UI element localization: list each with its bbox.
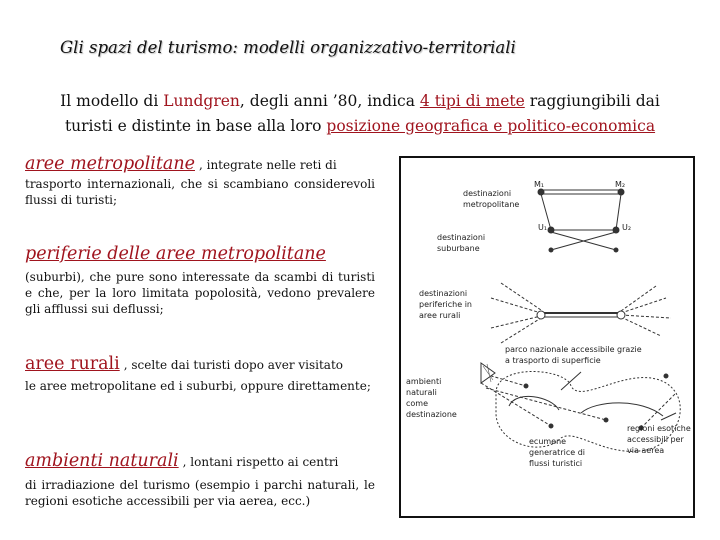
section-rural (25, 353, 375, 394)
label-park: parco nazionale accessibile grazie a trasporto di superficie (505, 345, 642, 365)
node (524, 384, 528, 388)
rural-flow-lines (491, 283, 541, 343)
section-body: (suburbi), che pure sono interessate da scambi di turisti e che, per la loro limitata popolosità, vedono prevalere gli afflussi sui deflussi; (25, 270, 375, 316)
slide-title: Gli spazi del turismo: modelli organizzativo-territoriali (60, 38, 516, 57)
flow-line (616, 194, 621, 230)
intro-text: Il modello di (60, 92, 164, 110)
section-natural (25, 450, 375, 509)
intro-paragraph (20, 89, 700, 139)
term-rural: aree rurali (25, 354, 120, 374)
highlight-position: posizione geografica e politico-economica (326, 117, 656, 135)
node (549, 424, 553, 428)
rural-node (617, 311, 625, 319)
term-suburbs: periferie delle aree metropolitane (25, 244, 326, 264)
ecumene-flows (509, 396, 663, 416)
intro-line-2 (20, 114, 700, 139)
node-u (549, 248, 553, 252)
author-name: Lundgren (163, 92, 240, 110)
label-exotic: regioni esotiche accessibili per via aerea (627, 424, 691, 455)
term-continuation: , scelte dai turisti dopo aver visitato (123, 358, 343, 372)
node (604, 418, 608, 422)
node-u (614, 248, 618, 252)
rural-node (537, 311, 545, 319)
intro-text: , degli anni ’80, indica (239, 92, 420, 110)
natural-flow-lines (481, 373, 676, 428)
label-dest-metro: destinazioni metropolitane (463, 189, 520, 209)
leader-line (561, 372, 581, 390)
label-m1: M₁ (534, 180, 545, 189)
section-suburbs (25, 243, 375, 317)
label-m2: M₂ (615, 180, 626, 189)
term-natural: ambienti naturali (25, 451, 179, 471)
highlight-four-types: 4 tipi di mete (419, 92, 525, 110)
intro-text: turisti e distinte in base alla loro (64, 117, 327, 135)
label-ecumene: ecumene generatrice di flussi turistici (529, 437, 585, 468)
label-dest-rural: destinazioni periferiche in aree rurali (419, 289, 472, 320)
section-body: di irradiazione del turismo (esempio i parchi naturali, le regioni esotiche accessibili per via aerea, ecc.) (25, 478, 375, 508)
lundgren-diagram (399, 156, 695, 518)
label-u2: U₂ (622, 223, 632, 232)
label-u1: U₁ (538, 223, 548, 232)
node-u1 (548, 227, 554, 233)
section-body: trasporto internazionali, che si scambiano considerevoli flussi di turisti; (25, 177, 375, 207)
node (664, 374, 668, 378)
rural-flow-lines (621, 286, 671, 336)
leader-line (661, 413, 676, 420)
term-continuation: , integrate nelle reti di (198, 158, 337, 172)
label-dest-suburb: destinazioni suburbane (437, 233, 486, 253)
term-continuation: , lontani rispetto ai centri (182, 455, 339, 469)
node-u2 (613, 227, 619, 233)
section-body: le aree metropolitane ed i suburbi, oppure direttamente; (25, 379, 371, 393)
label-natural: ambienti naturali come destinazione (406, 377, 457, 419)
intro-text: raggiungibili dai (524, 92, 660, 110)
section-metropolitan (25, 153, 375, 208)
intro-line-1 (20, 89, 700, 114)
term-metropolitan: aree metropolitane (25, 154, 195, 174)
